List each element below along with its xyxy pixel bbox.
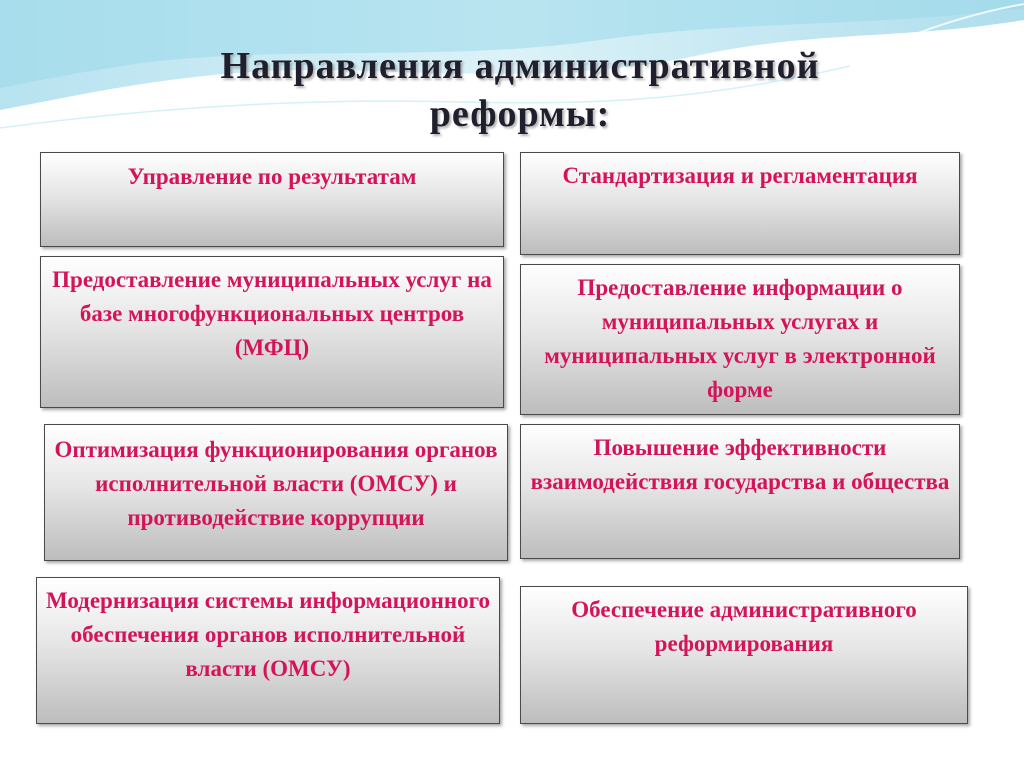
- slide-title-line-1: Направления административной: [220, 45, 820, 87]
- direction-box-standardization: Стандартизация и регламентация: [520, 152, 960, 255]
- direction-box-efficiency: Повышение эффективности взаимодействия государства и общества: [520, 424, 960, 559]
- slide-title-line-2: реформы:: [429, 93, 611, 135]
- direction-box-mfc-services: Предоставление муниципальных услуг на базе многофункциональных центров (МФЦ): [40, 256, 504, 408]
- slide-title: [120, 42, 920, 138]
- direction-box-reform-support: Обеспечение административного реформирования: [520, 586, 968, 724]
- direction-box-information-modernization: Модернизация системы информационного обеспечения органов исполнительной власти (ОМСУ): [36, 577, 500, 724]
- direction-box-optimization: Оптимизация функционирования органов исполнительной власти (ОМСУ) и противодействие коррупции: [44, 424, 508, 561]
- direction-box-electronic-services: Предоставление информации о муниципальных услугах и муниципальных услуг в электронной форме: [520, 264, 960, 415]
- direction-box-results-management: Управление по результатам: [40, 152, 504, 247]
